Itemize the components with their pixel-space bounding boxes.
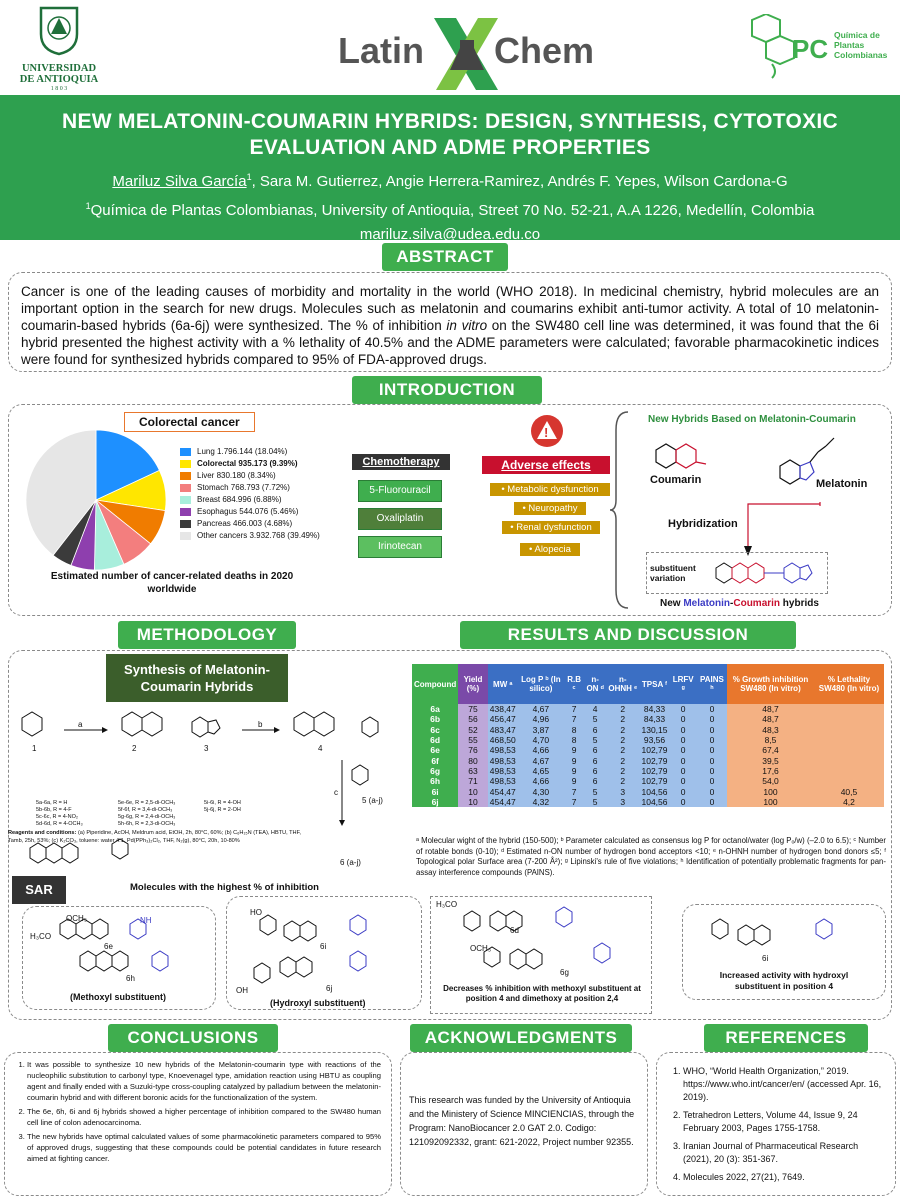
subst-9: 5i-6i, R = 4-OH bbox=[204, 800, 241, 806]
table-cell: 498,53 bbox=[489, 765, 516, 776]
table-cell: 0 bbox=[670, 786, 697, 796]
table-cell: 0 bbox=[670, 776, 697, 786]
compound-2: 2 bbox=[132, 744, 137, 753]
table-cell: 468,50 bbox=[489, 735, 516, 746]
atom-och3-2: OCH₃ bbox=[470, 944, 492, 953]
table-cell: 55 bbox=[458, 735, 488, 745]
new-hybrids-caption bbox=[660, 598, 819, 609]
abstract-text-2: on the SW480 cell line was determined, it was found that the 6i hybrid presented the highest activity with a % lethality of 40.5% and the ADME parameters were calculated; favorable pharmacokinetic indices were found for synthesized hybrids compared to 95% of FDA-approved drugs. bbox=[21, 318, 879, 367]
table-cell: 0 bbox=[670, 735, 697, 745]
table-cell: 104,56 bbox=[641, 796, 668, 807]
coumarin-structure bbox=[652, 442, 714, 472]
mol-6j: 6j bbox=[326, 984, 333, 993]
table-cell: 0 bbox=[697, 704, 727, 714]
table-row bbox=[412, 755, 884, 765]
substituents-col2 bbox=[118, 800, 175, 828]
new-hybrids-2: Melatonin bbox=[683, 598, 731, 609]
legend-swatch bbox=[180, 520, 191, 528]
author-line bbox=[0, 167, 900, 192]
table-header-cell: Yield (%) bbox=[458, 664, 488, 704]
legend-swatch bbox=[180, 508, 191, 516]
table-cell: 52 bbox=[458, 725, 488, 735]
table-cell: 0 bbox=[670, 755, 697, 765]
subst-1: 5a-6a, R = H bbox=[36, 800, 68, 806]
table-cell: 75 bbox=[458, 704, 488, 714]
sar-label: SAR bbox=[12, 876, 66, 904]
legend-swatch bbox=[180, 472, 191, 480]
latinxchem-logo bbox=[338, 18, 598, 88]
table-cell: 67,4 bbox=[727, 745, 814, 755]
table-header-cell: n-ON ᵈ bbox=[584, 664, 606, 704]
table-cell: 2 bbox=[606, 735, 639, 745]
table-cell: 2 bbox=[606, 766, 639, 776]
step-label-a: a bbox=[78, 720, 83, 729]
mol-6i: 6i bbox=[320, 942, 327, 951]
table-cell: 5 bbox=[584, 797, 606, 807]
step-label-c: c bbox=[334, 788, 338, 797]
table-cell: 454,47 bbox=[489, 796, 516, 807]
abstract-text-italic: in vitro bbox=[446, 318, 488, 333]
table-cell: 6b bbox=[412, 714, 458, 724]
legend-swatch bbox=[180, 532, 191, 540]
latinx-left: Latin bbox=[338, 30, 424, 71]
legend-label: Breast 684.996 (6.88%) bbox=[197, 495, 282, 504]
conclusion-item: 2. The 6e, 6h, 6i and 6j hybrids showed a higher percentage of inhibition compared to the SW480 human cell line of colon adenocarcinoma. bbox=[27, 1106, 381, 1128]
table-cell: 498,53 bbox=[489, 776, 516, 787]
table-cell: 0 bbox=[670, 725, 697, 735]
table-cell: 84,33 bbox=[640, 714, 670, 724]
table-header-cell: Compound bbox=[412, 664, 458, 704]
table-cell: 6c bbox=[412, 725, 458, 735]
table-cell: 71 bbox=[458, 776, 488, 786]
conclusion-item: 3. The new hybrids have optimal calculated values of some pharmacokinetic parameters compared to 95% of approved drugs, suggesting that these compounds could be potential candidates in future research aimed at fighting cancer. bbox=[27, 1131, 381, 1164]
legend-label: Pancreas 466.003 (4.68%) bbox=[197, 519, 293, 528]
atom-h3co-1: H₃CO bbox=[30, 932, 52, 941]
table-cell: 40,5 bbox=[814, 786, 884, 796]
chemo-drug-2: Oxaliplatin bbox=[358, 508, 442, 530]
atom-och3-1: OCH₃ bbox=[66, 914, 88, 923]
table-header-cell: TPSA ᶠ bbox=[640, 664, 670, 704]
hybrid-title: New Hybrids Based on Melatonin-Coumarin bbox=[648, 414, 856, 425]
table-row bbox=[412, 797, 884, 807]
table-row bbox=[412, 735, 884, 745]
table-cell: 4,70 bbox=[518, 735, 564, 745]
table-cell: 102,79 bbox=[641, 765, 668, 776]
table-cell: 0 bbox=[697, 786, 727, 796]
abstract-box bbox=[8, 272, 892, 372]
table-cell: 9 bbox=[564, 745, 584, 755]
table-cell: 2 bbox=[606, 745, 639, 755]
legend-swatch bbox=[180, 460, 191, 468]
table-cell: 56 bbox=[458, 714, 488, 724]
sar-box1-caption: (Methoxyl substituent) bbox=[70, 992, 166, 1002]
mol-6d: 6d bbox=[510, 926, 519, 935]
table-cell: 7 bbox=[564, 786, 584, 796]
adverse-title: Adverse effects bbox=[482, 456, 610, 474]
table-cell: 8 bbox=[564, 725, 584, 735]
udea-name: UNIVERSIDAD DE ANTIOQUIA bbox=[19, 63, 99, 85]
reagents-text: (a) Piperidine, AcOH, Meldrum acid, EtOH, 2h, 80°C, 60%; (b) C₆H₁₅N (TEA), HBTU, THF, Tamb, 25h, 53%; (c) K₂CO₃, toluene: water 4:1, Pd(PPh₃)₂Cl₂, THF, N₂(g), 80°C, 20h, 10-80% bbox=[8, 830, 301, 844]
subst-2: 5b-6b, R = 4-F bbox=[36, 807, 72, 813]
table-cell: 10 bbox=[458, 797, 488, 807]
table-cell: 6 bbox=[584, 755, 606, 765]
subst-10: 5j-6j, R = 2-OH bbox=[204, 807, 241, 813]
mol-6h: 6h bbox=[126, 974, 135, 983]
pie-legend-item bbox=[180, 518, 340, 529]
abstract-text bbox=[9, 273, 891, 378]
conclusions-heading: CONCLUSIONS bbox=[108, 1024, 278, 1052]
table-cell: 0 bbox=[670, 766, 697, 776]
table-header-cell: PAINS ʰ bbox=[697, 664, 727, 704]
table-cell: 4,96 bbox=[518, 714, 564, 724]
pie-legend-item bbox=[180, 482, 340, 493]
table-cell bbox=[814, 704, 884, 714]
table-cell: 100 bbox=[727, 797, 814, 807]
atom-nh-1: NH bbox=[140, 916, 152, 925]
table-cell: 93,56 bbox=[640, 735, 670, 745]
subst-7: 5g-6g, R = 2,4-di-OCH₃ bbox=[118, 814, 176, 820]
mol-6i-b: 6i bbox=[762, 954, 769, 963]
table-cell: 5 bbox=[584, 735, 606, 745]
pie-chart bbox=[24, 428, 168, 572]
coauthors: , Sara M. Gutierrez, Angie Herrera-Ramirez, Andrés F. Yepes, Wilson Cardona-G bbox=[251, 173, 788, 190]
table-cell: 0 bbox=[697, 745, 727, 755]
table-cell bbox=[814, 766, 884, 776]
pie-legend-item bbox=[180, 458, 340, 469]
sar-mol-6e-6h bbox=[40, 914, 210, 986]
reagents bbox=[8, 830, 308, 845]
udea-seal-icon bbox=[37, 4, 81, 56]
pc-name-2: Plantas bbox=[834, 40, 865, 50]
atom-ho-1: HO bbox=[250, 908, 262, 917]
table-row bbox=[412, 704, 884, 714]
table-cell: 104,56 bbox=[641, 786, 668, 797]
table-cell: 456,47 bbox=[489, 714, 516, 725]
table-cell: 0 bbox=[697, 735, 727, 745]
adverse-item-4: • Alopecia bbox=[520, 543, 580, 556]
legend-label: Lung 1.796.144 (18.04%) bbox=[197, 447, 288, 456]
affiliation-line bbox=[0, 196, 900, 221]
legend-label: Liver 830.180 (8.34%) bbox=[197, 471, 276, 480]
table-cell: 7 bbox=[564, 714, 584, 724]
conclusions-list bbox=[13, 1059, 381, 1164]
table-cell: 9 bbox=[564, 755, 584, 765]
abstract-heading: ABSTRACT bbox=[382, 243, 508, 271]
udea-logo bbox=[18, 4, 100, 92]
table-cell: 4,66 bbox=[518, 776, 564, 786]
pie-legend-item bbox=[180, 494, 340, 505]
results-footnote: ᵃ Molecular wight of the hybrid (150-500); ᵇ Parameter calculated as consensus log P for octanol/water (log Pₒ/w) (–2.0 to 6.5); ᶜ Number of rotable bonds (0-10); ᵈ Estimated n-ON number of hydrogen bond acceptors <10; ᵉ n-OHNH number of hydrogen bond donors ≤5; ᶠ Topological polar Surface area (7-200 Å²); ᵍ Lipinski's rule of five violations; ʰ Identification of potentially problematic fragments for pan-assay interference compounds (PAINS). bbox=[416, 836, 886, 877]
new-hybrids-5: hybrids bbox=[780, 598, 819, 609]
references-box bbox=[656, 1052, 896, 1196]
table-cell bbox=[814, 776, 884, 786]
table-cell: 498,53 bbox=[489, 745, 516, 756]
pie-caption: Estimated number of cancer-related deaths in 2020 worldwide bbox=[50, 571, 294, 595]
acknowledgments-text: This research was funded by the University of Antioquia and the Ministery of Science MINCIENCIAS, through the Program: NanoBiocancer 2.0 GAT 2.0. Codigo: 121092092332, grant: 621-2022, Project number 92355. bbox=[409, 1095, 635, 1147]
presenter-sup: 1 bbox=[246, 172, 252, 182]
table-cell: 10 bbox=[458, 786, 488, 796]
table-cell bbox=[814, 725, 884, 735]
table-cell: 6d bbox=[412, 735, 458, 745]
table-cell: 2 bbox=[606, 704, 639, 714]
new-hybrids-4: Coumarin bbox=[733, 598, 781, 609]
table-cell: 3 bbox=[606, 797, 639, 807]
table-header-cell: MW ᵃ bbox=[488, 664, 518, 704]
step-label-b: b bbox=[258, 720, 263, 729]
table-cell: 39,5 bbox=[727, 755, 814, 765]
table-cell bbox=[814, 735, 884, 745]
table-cell: 0 bbox=[697, 797, 727, 807]
table-cell: 4,67 bbox=[518, 755, 564, 765]
sar-box3-caption: Decreases % inhibition with methoxyl substituent at position 4 and dimethoxy at position 2,4 bbox=[443, 984, 641, 1003]
compound-6: 6 (a-j) bbox=[340, 858, 361, 867]
subst-4: 5d-6d, R = 4-OCH₃ bbox=[36, 821, 83, 827]
table-cell bbox=[814, 755, 884, 765]
table-cell: 76 bbox=[458, 745, 488, 755]
table-cell: 4,66 bbox=[518, 745, 564, 755]
subst-5: 5e-6e, R = 2,5-di-OCH₃ bbox=[118, 800, 176, 806]
conclusions-box bbox=[4, 1052, 392, 1196]
compound-1: 1 bbox=[32, 744, 37, 753]
table-cell: 0 bbox=[697, 766, 727, 776]
reference-item: 4. Molecules 2022, 27(21), 7649. bbox=[683, 1171, 887, 1184]
results-table bbox=[412, 664, 884, 807]
table-cell: 6 bbox=[584, 745, 606, 755]
reference-item: 3. Iranian Journal of Pharmaceutical Research (2021), 20 (3): 351-367. bbox=[683, 1140, 887, 1166]
table-cell: 0 bbox=[697, 776, 727, 786]
legend-label: Other cancers 3.932.768 (39.49%) bbox=[197, 531, 320, 540]
table-cell: 4,30 bbox=[518, 786, 564, 796]
table-cell: 2 bbox=[606, 755, 639, 765]
chemo-title: Chemotherapy bbox=[352, 454, 450, 470]
substituent-label: substituent variation bbox=[650, 563, 696, 583]
conclusion-item: 1. It was possible to synthesize 10 new hybrids of the Melatonin-coumarin type with reactions of the nucleophilic substitution to carbonyl type, Knoevenagel type, amidation reaction using HBTU as coupling agent and finally ended with a Suzuki-type cross-coupling catalyzed by palladium between the melatonin-coumarin hybrid and with different boronic acids for the functionalization of the system. bbox=[27, 1059, 381, 1103]
abstract-text-1: Cancer is one of the leading causes of morbidity and mortality in the world (WHO 2018). In medicinal chemistry, hybrid molecules are an important option in the search for new drugs. Molecules such as melatonin and coumarins exhibit anti-tumor activity. A total of 10 melatonin-coumarin-based hybrids (6a-6j) were synthesized. The % of inhibition bbox=[21, 284, 879, 333]
reference-item: 2. Tetrahedron Letters, Volume 44, Issue 9, 24 February 2003, Pages 1755-1758. bbox=[683, 1109, 887, 1135]
references-list bbox=[667, 1065, 887, 1184]
table-header-cell: % Lethality SW480 (In vitro) bbox=[814, 664, 884, 704]
sar-mol-6d-6g bbox=[444, 902, 644, 978]
table-cell: 0 bbox=[670, 714, 697, 724]
table-cell: 9 bbox=[564, 766, 584, 776]
table-row bbox=[412, 776, 884, 786]
table-cell: 5 bbox=[584, 786, 606, 796]
table-cell: 6f bbox=[412, 755, 458, 765]
reagents-bold: Reagents and conditions: bbox=[8, 830, 78, 836]
table-cell: 0 bbox=[670, 797, 697, 807]
atom-oh-1: OH bbox=[236, 986, 248, 995]
table-cell bbox=[814, 714, 884, 724]
new-hybrids-1: New bbox=[660, 598, 684, 609]
table-cell: 0 bbox=[697, 725, 727, 735]
table-cell: 2 bbox=[606, 776, 639, 786]
reference-item: 1. WHO, “World Health Organization,” 2019. https://www.who.int/cancer/en/ (accessed Apr. 16, 2019). bbox=[683, 1065, 887, 1104]
references-heading: REFERENCES bbox=[704, 1024, 868, 1052]
udea-year: 1 8 0 3 bbox=[50, 86, 68, 92]
table-cell: 8 bbox=[564, 735, 584, 745]
adverse-item-1: • Metabolic dysfunction bbox=[490, 483, 610, 496]
email: mariluz.silva@udea.edu.co bbox=[359, 226, 541, 243]
compound-5: 5 (a-j) bbox=[362, 796, 383, 805]
hybridization-arrow bbox=[744, 500, 824, 560]
table-cell: 2 bbox=[606, 725, 639, 735]
table-cell: 80 bbox=[458, 755, 488, 765]
table-cell: 3 bbox=[606, 786, 639, 796]
table-cell: 6a bbox=[412, 704, 458, 714]
table-cell: 9 bbox=[564, 776, 584, 786]
sar-title: Molecules with the highest % of inhibition bbox=[130, 882, 319, 893]
table-cell: 100 bbox=[727, 786, 814, 796]
sar-box4-caption: Increased activity with hydroxyl substituent in position 4 bbox=[719, 970, 849, 991]
table-cell: 48,3 bbox=[727, 725, 814, 735]
table-header-cell: R.B ᶜ bbox=[564, 664, 584, 704]
legend-swatch bbox=[180, 496, 191, 504]
legend-label: Esophagus 544.076 (5.46%) bbox=[197, 507, 299, 516]
table-cell: 6j bbox=[412, 797, 458, 807]
pc-name bbox=[834, 30, 887, 60]
table-header-cell: Log P ᵇ (In silico) bbox=[518, 664, 564, 704]
table-cell: 0 bbox=[697, 755, 727, 765]
table-cell: 130,15 bbox=[641, 724, 668, 735]
table-cell: 0 bbox=[670, 704, 697, 714]
compound-3: 3 bbox=[204, 744, 209, 753]
table-cell: 4,2 bbox=[814, 797, 884, 807]
subst-6: 5f-6f, R = 3,4-di-OCH₃ bbox=[118, 807, 173, 813]
subst-8: 5h-6h, R = 2,3-di-OCH₃ bbox=[118, 821, 176, 827]
table-cell: 4,65 bbox=[518, 766, 564, 776]
pie-legend-item bbox=[180, 506, 340, 517]
table-cell: 84,33 bbox=[640, 704, 670, 714]
table-cell: 54,0 bbox=[727, 776, 814, 786]
table-cell: 7 bbox=[564, 704, 584, 714]
table-cell bbox=[814, 745, 884, 755]
hybridization-label: Hybridization bbox=[668, 518, 738, 530]
mol-6g: 6g bbox=[560, 968, 569, 977]
table-cell: 48,7 bbox=[727, 714, 814, 724]
table-cell: 6 bbox=[584, 725, 606, 735]
table-cell: 0 bbox=[697, 714, 727, 724]
substituents-col1 bbox=[36, 800, 83, 828]
pie-title: Colorectal cancer bbox=[124, 412, 255, 432]
table-cell: 6 bbox=[584, 776, 606, 786]
table-cell: 438,47 bbox=[489, 704, 516, 715]
acknowledgments-box bbox=[400, 1052, 648, 1196]
compound-4: 4 bbox=[318, 744, 323, 753]
table-cell: 6h bbox=[412, 776, 458, 786]
presenter-name: Mariluz Silva García bbox=[112, 173, 247, 190]
results-heading: RESULTS AND DISCUSSION bbox=[460, 621, 796, 649]
table-cell: 6g bbox=[412, 766, 458, 776]
legend-swatch bbox=[180, 448, 191, 456]
table-cell: 17,6 bbox=[727, 766, 814, 776]
latinx-right: Chem bbox=[494, 30, 595, 71]
methodology-heading: METHODOLOGY bbox=[118, 621, 296, 649]
affiliation-sup: 1 bbox=[85, 201, 91, 211]
pc-short: PC bbox=[792, 34, 829, 64]
poster-title: NEW MELATONIN-COUMARIN HYBRIDS: DESIGN, SYNTHESIS, CYTOTOXIC EVALUATION AND ADME PROPERTIES bbox=[62, 110, 838, 159]
chemo-drug-1: 5-Fluorouracil bbox=[358, 480, 442, 502]
table-cell: 63 bbox=[458, 766, 488, 776]
table-cell: 6 bbox=[584, 766, 606, 776]
pc-name-1: Química de bbox=[834, 30, 880, 40]
table-header-cell: % Growth inhibition SW480 (In vitro) bbox=[727, 664, 814, 704]
table-cell: 7 bbox=[564, 797, 584, 807]
table-cell: 3,87 bbox=[518, 725, 564, 735]
table-cell: 4 bbox=[584, 704, 606, 714]
synthesis-title: Synthesis of Melatonin-Coumarin Hybrids bbox=[106, 654, 288, 702]
pie-legend-item bbox=[180, 470, 340, 481]
table-cell: 6i bbox=[412, 786, 458, 796]
header-band bbox=[0, 95, 900, 243]
chemo-drug-3: Irinotecan bbox=[358, 536, 442, 558]
affiliation: Química de Plantas Colombianas, University of Antioquia, Street 70 No. 52-21, A.A 1226, Medellín, Colombia bbox=[90, 202, 815, 219]
sar-mol-6i-highlight bbox=[692, 910, 878, 964]
table-cell: 454,47 bbox=[489, 786, 516, 797]
acknowledgments-heading: ACKNOWLEDGMENTS bbox=[410, 1024, 632, 1052]
table-cell: 102,79 bbox=[641, 745, 668, 756]
table-cell: 5 bbox=[584, 714, 606, 724]
table-row bbox=[412, 714, 884, 724]
table-row bbox=[412, 766, 884, 776]
atom-h3co-2: H₃CO bbox=[436, 900, 458, 909]
substituents-col3 bbox=[204, 800, 241, 814]
table-cell: 102,79 bbox=[641, 755, 668, 766]
pie-legend-item bbox=[180, 446, 340, 457]
table-cell: 102,79 bbox=[641, 776, 668, 787]
table-cell: 498,53 bbox=[489, 755, 516, 766]
table-cell: 483,47 bbox=[489, 724, 516, 735]
hybrid-product-structure bbox=[712, 556, 822, 592]
bracket-divider bbox=[610, 410, 630, 610]
pc-logo bbox=[742, 14, 892, 84]
new-hybrids-3: - bbox=[730, 598, 734, 609]
table-header-cell: LRFV ᵍ bbox=[670, 664, 697, 704]
table-row bbox=[412, 725, 884, 735]
melatonin-label: Melatonin bbox=[816, 478, 868, 490]
table-header-cell: n-OHNH ᵉ bbox=[606, 664, 639, 704]
table-cell: 6e bbox=[412, 745, 458, 755]
table-cell: 4,67 bbox=[518, 704, 564, 714]
adverse-item-2: • Neuropathy bbox=[514, 502, 586, 515]
warning-symbol: ! bbox=[544, 425, 549, 440]
introduction-heading: INTRODUCTION bbox=[352, 376, 542, 404]
subst-3: 5c-6c, R = 4-NO₂ bbox=[36, 814, 79, 820]
legend-label: Stomach 768.793 (7.72%) bbox=[197, 483, 290, 492]
pc-name-3: Colombianas bbox=[834, 50, 888, 60]
table-row bbox=[412, 786, 884, 796]
table-row bbox=[412, 745, 884, 755]
legend-label: Colorectal 935.173 (9.39%) bbox=[197, 459, 298, 468]
pie-legend bbox=[180, 446, 340, 542]
synthesis-scheme bbox=[12, 700, 412, 880]
legend-swatch bbox=[180, 484, 191, 492]
table-cell: 4,32 bbox=[518, 797, 564, 807]
mol-6e: 6e bbox=[104, 942, 113, 951]
sar-box2-caption: (Hydroxyl substituent) bbox=[270, 998, 366, 1008]
table-cell: 0 bbox=[670, 745, 697, 755]
coumarin-label: Coumarin bbox=[650, 474, 702, 486]
table-cell: 8,5 bbox=[727, 735, 814, 745]
table-cell: 2 bbox=[606, 714, 639, 724]
adverse-item-3: • Renal dysfunction bbox=[502, 521, 600, 534]
pie-legend-item bbox=[180, 530, 340, 541]
table-cell: 48,7 bbox=[727, 704, 814, 714]
